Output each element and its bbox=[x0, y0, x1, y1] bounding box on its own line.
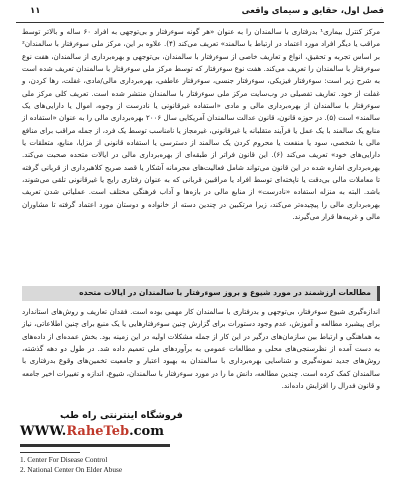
logo-url-accent: RaheTeb bbox=[66, 424, 130, 439]
logo-underline bbox=[20, 444, 170, 447]
watermark-logo bbox=[20, 410, 183, 454]
logo-brand-text: فروشگاه اینترنتی راه طب bbox=[60, 410, 183, 421]
body-paragraph-1: مرکز کنترل بیماری¹ بدرفتاری با سالمندان را به عنوان «هر گونه سوءرفتار و بی‌توجهی به افراد ۶۰ ساله و بالاتر توسط مراقب یا دیگر افراد مورد اعتماد در ارتباط با سالمند» تعریف می‌کند (۴). علاوه بر این، مرکز ملی سوءرفتار با سالمندان² بر اساس تجربه و تحقیق، انواع و تعاریف خاصی از سوءرفتار با سالمندان، بی‌توجهی و بهره‌برداری از سالمندان، هفت نوع سوءرفتار با سالمندان را تعریف می‌کند. هفت نوع سوءرفتار که توسط مرکز ملی سوءرفتار با سالمندان تعریف شده است به شرح زیر است: سوءرفتار فیزیکی، سوءرفتار جنسی، سوءرفتار عاطفی، بهره‌برداری مالی/مادی، غفلت، رها کردن، و غفلت از خود. تعاریف تفصیلی در وب‌سایت مرکز ملی سوءرفتار با سالمندان منتشر شده است. تعریف کلی مرکز ملی سوءرفتار با سالمندان از بهره‌برداری مالی و مادی «استفاده غیرقانونی یا نادرست از وجوه، اموال یا دارایی‌های یک سالمند» است (۵). در حوزه قانون، قانون عدالت سالمندان آمریکایی سال ۲۰۰۶ بهره‌برداری مالی را به عنوان «استفاده از منابع یک سالمند با یک عمل یا فرآیند متقلبانه یا غیرقانونی، غیرمجاز یا نامناسب توسط یک فرد، از جمله مراقب برای منافع مالی یا شخصی، سود یا منفعت یا محروم کردن یک سالمند از دسترسی یا استفاده قانونی از مزایا، منابع، متعلقات یا دارایی‌های خود» تعریف می‌کند (۶). این قانون فراتر از طبقه‌ای از بهره‌برداری مالی در ایالات متحده صحبت می‌کند. بهره‌برداری اشاره شده در این قانون می‌تواند شامل فعالیت‌های مجرمانه آشکار یا قصد صریح کلاهبرداری از قربانی گرفته تا معاملات مالی بی‌دقت یا ناپخته‌ای توسط افراد یا مراقبین قربانی که به عنوان رفتاری رایج یا غیرقانونی تلقی می‌شوند، باشد. البته به منزله استفاده «نادرست» از منابع مالی در بازه‌ها و آداب فرهنگی مختلف است. عملیاتی شدن تعریف بهره‌برداری مالی را پیچیده‌تر می‌کند، زیرا مرتکبین در چندین دسته از خانواده و دوستان مورد اعتماد گرفته تا مشاوران مالی و غریبه‌ها قرار می‌گیرند. bbox=[22, 27, 381, 222]
logo-url bbox=[20, 424, 164, 439]
header-divider bbox=[16, 22, 384, 23]
chapter-title: فصل اول، حقایق و سیمای واقعی bbox=[241, 6, 384, 16]
page-number: ۱۱ bbox=[30, 6, 41, 16]
footnote-divider bbox=[20, 452, 80, 453]
section-title: مطالعات ارزشمند در مورد شیوع و بروز سوءرفتار با سالمندان در ایالات متحده bbox=[79, 288, 371, 297]
body-paragraph-2: اندازه‌گیری شیوع سوءرفتار، بی‌توجهی و بدرفتاری با سالمندان کار مهمی بوده است. فقدان تعاریف و روش‌های استاندارد برای پیشبرد مطالعه و آموزش، عدم وجود دستورات برای گزارش چنین سوءرفتارهایی یا یک منبع برای چنین اطلاعاتی، نیاز به هماهنگی و ارتباط بین سازمان‌های درگیر در این کار از جمله مشکلات اولیه در این زمینه بود. بخش عمده‌ای از داده‌های به دست آمده از نظرسنجی‌های محلی و مطالعات عمومی به برآوردهای ملی تعمیم داده شد. در طول دو دهه گذشته، روش‌های جدید نمونه‌گیری و شناسایی بهره‌برداری با سالمندان به بهبود اعتبار و جامعیت تخمین‌های وقوع بدرفتاری با سالمندان کمک کرده است. چندین مطالعه، دانش ما را در مورد سوءرفتار با سالمندان، شیوع، اندازه و تغییرات اخیر جامعه و قانون فدرال را افزایش داده‌اند. bbox=[22, 307, 380, 391]
logo-url-suffix: .com bbox=[129, 424, 164, 439]
section-heading bbox=[22, 286, 380, 301]
footnote-1: 1. Center For Disease Control bbox=[20, 455, 108, 464]
footnote-2: 2. National Center On Elder Abuse bbox=[20, 465, 123, 474]
footnotes bbox=[20, 455, 122, 475]
page-header bbox=[16, 6, 384, 20]
logo-url-prefix: WWW. bbox=[20, 424, 67, 439]
